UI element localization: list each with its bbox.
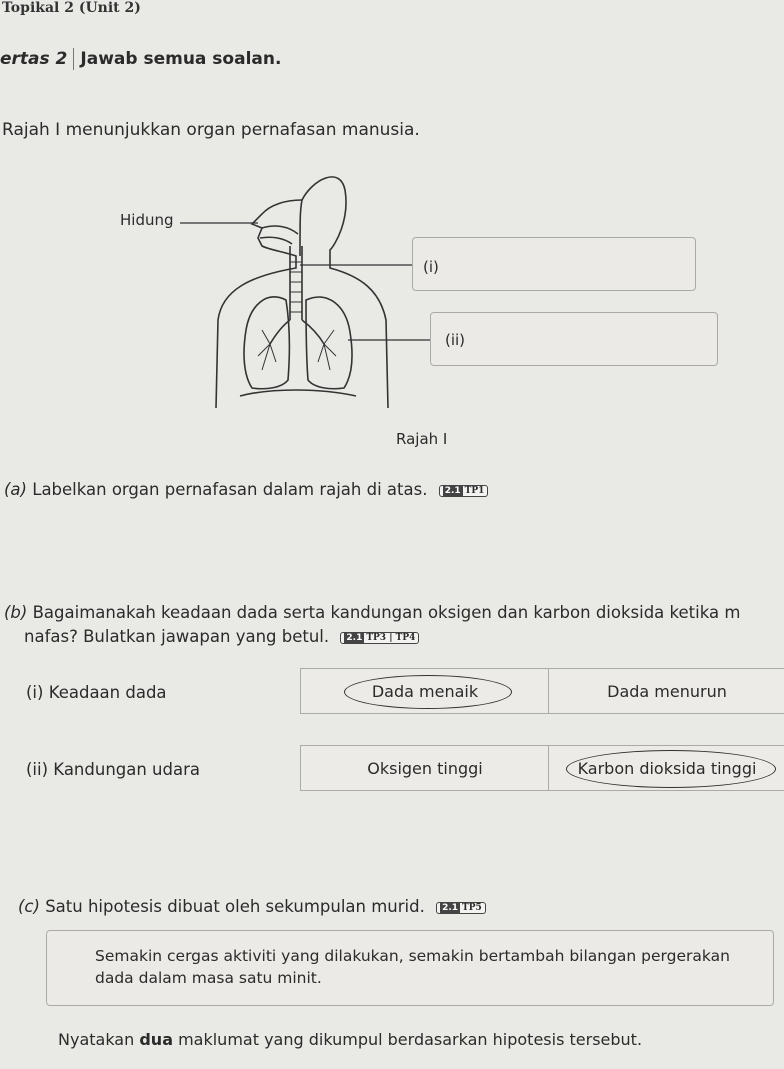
row-1-label: (i) Keadaan dada [26, 683, 167, 702]
badge-level: 2.1 [444, 485, 461, 496]
page-header: Topikal 2 (Unit 2) [2, 0, 141, 16]
row-1-option-1[interactable]: Dada menaik [300, 668, 550, 714]
question-b-text-2: nafas? Bulatkan jawapan yang betul. [24, 627, 330, 646]
badge-level: 2.1 [442, 902, 459, 913]
answer-box-i[interactable] [412, 237, 696, 291]
intro-text: Rajah I menunjukkan organ pernafasan manusia. [2, 120, 420, 140]
left-lung [244, 297, 289, 389]
question-a-badge [439, 485, 489, 497]
circle-mark-row-2 [566, 750, 776, 788]
row-2-option-2[interactable]: Karbon dioksida tinggi [548, 745, 784, 791]
badge-tp4: TP4 [395, 632, 416, 643]
question-b-marker: (b) [4, 603, 28, 622]
badge-tp: TP1 [464, 485, 485, 496]
section-divider [73, 48, 74, 70]
hypothesis-line-2: dada dalam masa satu minit. [95, 969, 322, 987]
row-2-option-1[interactable]: Oksigen tinggi [300, 745, 550, 791]
prompt-pre: Nyatakan [58, 1030, 140, 1049]
hypothesis-box [46, 930, 774, 1006]
label-hidung: Hidung [120, 211, 174, 229]
question-b-text-1: Bagaimanakah keadaan dada serta kandungan oksigen dan karbon dioksida ketika m [32, 603, 741, 622]
hypothesis-line-1: Semakin cergas aktiviti yang dilakukan, semakin bertambah bilangan pergerakan [95, 947, 730, 965]
question-b-line1 [4, 603, 740, 622]
question-a-marker: (a) [4, 480, 27, 499]
respiratory-diagram [0, 150, 784, 450]
section-instruction: Jawab semua soalan. [80, 49, 282, 69]
question-c-prompt [58, 1030, 642, 1049]
badge-tp: TP5 [462, 902, 482, 913]
section-heading [0, 48, 281, 70]
section-label: ertas 2 [0, 49, 68, 69]
diaphragm [240, 390, 356, 396]
prompt-bold: dua [139, 1030, 173, 1049]
question-a-text: Labelkan organ pernafasan dalam rajah di atas. [32, 480, 428, 499]
question-c [18, 897, 486, 916]
circle-mark-row-1 [344, 675, 512, 709]
head-outline [300, 177, 388, 408]
answer-box-ii[interactable] [430, 312, 718, 366]
question-a [4, 480, 488, 499]
question-c-badge [436, 902, 486, 914]
question-b-line2 [24, 627, 419, 646]
question-c-marker: (c) [18, 897, 40, 916]
row-1-option-2[interactable]: Dada menurun [548, 668, 784, 714]
diagram-caption: Rajah I [396, 430, 448, 448]
row-2-label: (ii) Kandungan udara [26, 760, 200, 779]
question-c-text: Satu hipotesis dibuat oleh sekumpulan murid. [45, 897, 425, 916]
badge-tp3: TP3 [366, 632, 387, 643]
badge-level: 2.1 [346, 632, 363, 643]
right-lung [306, 297, 352, 389]
question-b-badge: 2.1 TP3 | TP4 [340, 632, 419, 644]
answer-box-ii-label: (ii) [445, 331, 466, 349]
answer-box-i-label: (i) [423, 258, 439, 276]
nasal-cavity [262, 226, 298, 234]
hypothesis-text [95, 945, 775, 989]
prompt-post: maklumat yang dikumpul berdasarkan hipotesis tersebut. [172, 1030, 643, 1049]
